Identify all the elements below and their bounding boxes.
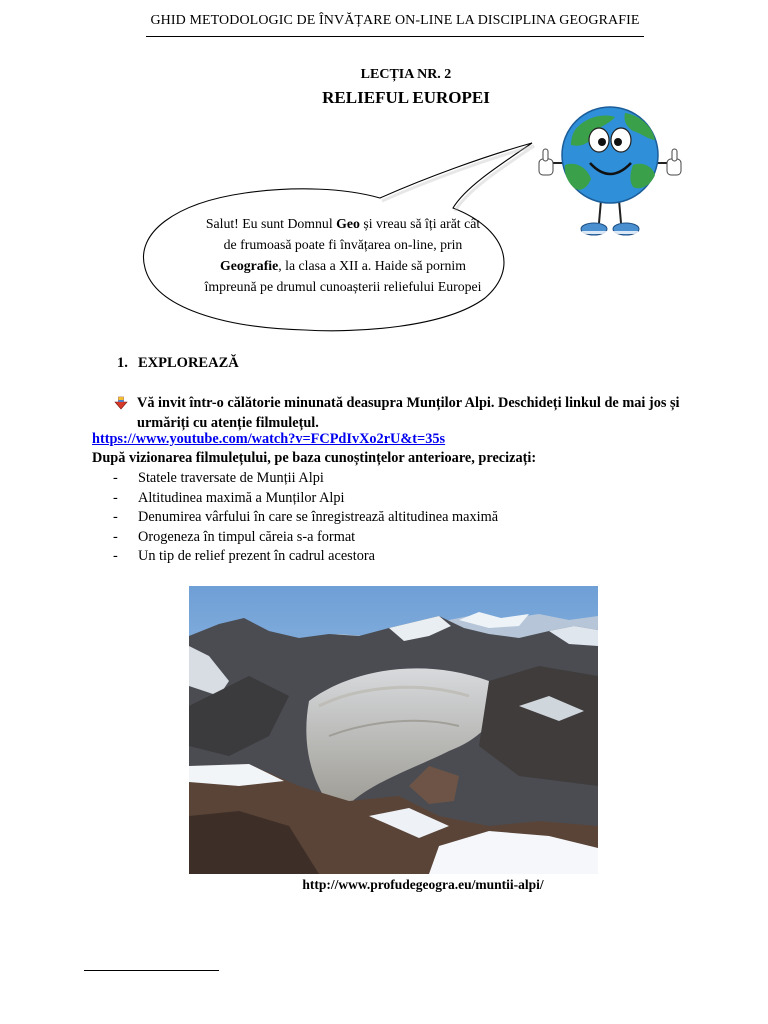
section-heading bbox=[117, 355, 239, 372]
task-intro: După vizionarea filmulețului, pe baza cunoștințelor anterioare, precizați: bbox=[92, 450, 537, 466]
alps-mountain-photo bbox=[189, 586, 598, 874]
list-item-text: Orogeneza în timpul căreia s-a format bbox=[138, 528, 356, 545]
list-item-text: Statele traversate de Munții Alpi bbox=[138, 470, 324, 486]
header-divider bbox=[146, 36, 644, 37]
bubble-text-segment: Salut! Eu sunt Domnul bbox=[205, 216, 337, 231]
bubble-text-segment: și vreau să îți arăt cât bbox=[359, 216, 481, 231]
list-bullet: - bbox=[113, 489, 118, 506]
list-item bbox=[113, 508, 498, 528]
list-bullet: - bbox=[113, 528, 118, 545]
speech-bubble-text bbox=[168, 213, 518, 297]
list-item bbox=[113, 547, 498, 567]
bubble-line-2: de frumoasă poate fi învățarea on-line, prin bbox=[223, 237, 463, 252]
bubble-line-3 bbox=[168, 255, 518, 276]
task-list bbox=[113, 469, 498, 567]
bubble-line-1 bbox=[168, 213, 518, 234]
list-bullet: - bbox=[113, 470, 118, 486]
bubble-line-4: împreună pe drumul cunoașterii reliefului Europei bbox=[204, 279, 482, 294]
list-item-text: Denumirea vârfului în care se înregistrează altitudinea maximă bbox=[138, 509, 499, 525]
list-bullet: - bbox=[113, 548, 118, 564]
list-item bbox=[113, 489, 498, 509]
lesson-title: RELIEFUL EUROPEI bbox=[322, 88, 490, 107]
list-item bbox=[113, 469, 498, 489]
footnote-divider bbox=[84, 970, 219, 971]
lesson-number: LECȚIA NR. 2 bbox=[360, 67, 452, 82]
list-item bbox=[113, 528, 498, 548]
globe-mascot-icon bbox=[535, 95, 685, 245]
list-bullet: - bbox=[113, 509, 118, 525]
section-title: EXPLOREAZĂ bbox=[138, 355, 239, 371]
bubble-bold-name: Geo bbox=[336, 216, 360, 231]
photo-caption: http://www.profudegeogra.eu/muntii-alpi/ bbox=[302, 877, 544, 892]
arrow-bullet-icon bbox=[114, 396, 128, 410]
bubble-bold-subject: Geografie bbox=[220, 258, 279, 273]
video-link[interactable]: https://www.youtube.com/watch?v=FCPdIvXo2rU&t=35s bbox=[92, 431, 446, 447]
list-item-text: Un tip de relief prezent în cadrul acestora bbox=[138, 548, 375, 564]
list-item-text: Altitudinea maximă a Munților Alpi bbox=[138, 489, 345, 506]
bubble-text-segment: , la clasa a XII a. Haide să pornim bbox=[278, 258, 466, 273]
document-header-title: GHID METODOLOGIC DE ÎNVĂȚARE ON-LINE LA DISCIPLINA GEOGRAFIE bbox=[150, 13, 640, 28]
section-number: 1. bbox=[117, 355, 128, 371]
instruction-text: Vă invit într-o călătorie minunată deasupra Munților Alpi. Deschideți linkul de mai jos și urmăriți cu atenție filmulețul. bbox=[137, 395, 680, 431]
